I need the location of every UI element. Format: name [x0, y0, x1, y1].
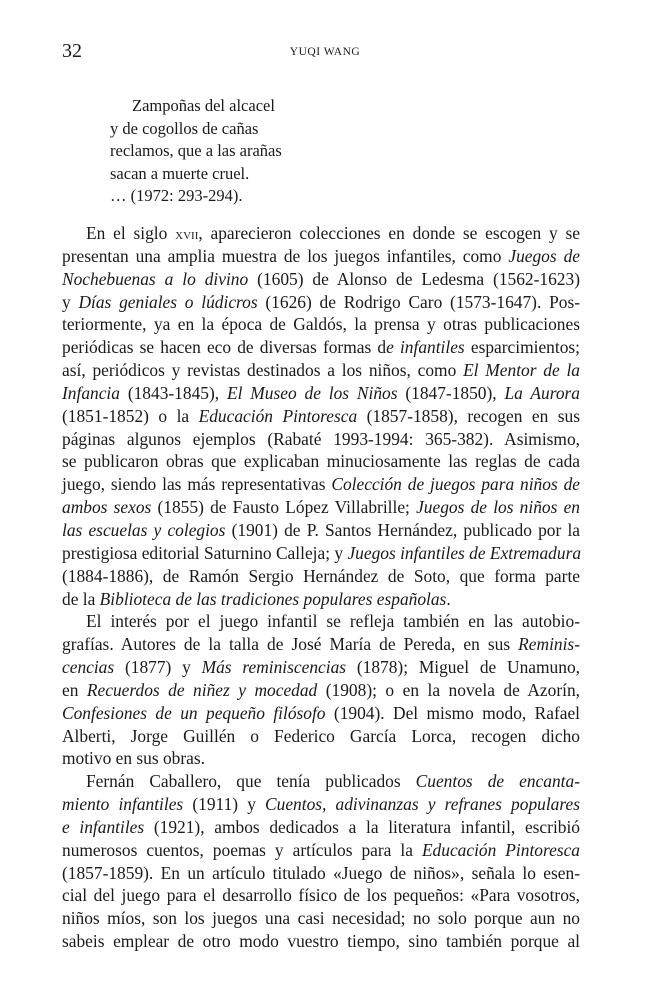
body-line: las escuelas y colegios (1901) de P. Santos Hernández, publicado por la: [62, 519, 580, 540]
body-line: En el siglo xvii, aparecieron colecciones en donde se escogen y se: [86, 223, 581, 243]
body-line: Alberti, Jorge Guillén o Federico García Lorca, recogen dicho: [62, 725, 580, 746]
italic-title: Educación Pintoresca: [198, 405, 358, 426]
body-line: e infantiles (1921), ambos dedicados a la literatura infantil, escribió: [62, 816, 580, 837]
body-line: juego, siendo las más representativas Colección de juegos para niños de: [62, 474, 580, 495]
italic-title: Días geniales o lúdicros: [78, 291, 258, 312]
body-line: Confesiones de un pequeño filósofo (1904). Del mismo modo, Rafael: [62, 702, 581, 723]
body-line: (1884-1886), de Ramón Sergio Hernández de Soto, que forma parte: [62, 565, 580, 586]
body-line: ambos sexos (1855) de Fausto López Villabrille; Juegos de los niños en: [62, 497, 580, 518]
body-line: cial del juego para el desarrollo físico de los pequeños: «Para vosotros,: [62, 885, 580, 906]
italic-title: cencias: [62, 657, 115, 678]
body-line: Fernán Caballero, que tenía publicados Cuentos de encanta-: [86, 771, 580, 792]
italic-title: miento infantiles: [62, 794, 184, 815]
body-line: presentan una amplia muestra de los juegos infantiles, como Juegos de: [62, 245, 580, 266]
italic-title: Juegos de los niños en: [416, 497, 580, 518]
body-line: miento infantiles (1911) y Cuentos, adivinanzas y refranes populares: [62, 794, 580, 815]
verse-line: reclamos, que a las arañas: [110, 141, 282, 160]
verse-line: y de cogollos de cañas: [110, 118, 259, 138]
italic-title: e infantiles: [62, 816, 145, 837]
body-line: (1857-1859). En un artículo titulado «Juego de niños», señala lo esen-: [62, 862, 580, 883]
verse-line: Zampoñas del alcacel: [132, 96, 275, 115]
body-line: en Recuerdos de niñez y mocedad (1908); o en la novela de Azorín,: [62, 679, 580, 700]
body-line: se publicaron obras que explicaban minuciosamente las reglas de cada: [62, 451, 580, 472]
italic-title: Educación Pintoresca: [421, 839, 580, 860]
italic-title: Confesiones de un pequeño filósofo: [62, 702, 326, 723]
italic-title: Cuentos de encanta-: [415, 771, 580, 792]
body-line: sabeis emplear de otro modo vuestro tiempo, sino también porque al: [62, 931, 580, 952]
body-line: (1851-1852) o la Educación Pintoresca (1857-1858), recogen en sus: [62, 405, 581, 426]
italic-title: La Aurora: [504, 382, 581, 403]
italic-title: Juegos de: [508, 245, 580, 266]
italic-title: Nochebuenas a lo divino: [62, 268, 249, 289]
body-line: así, periódicos y revistas destinados a los niños, como El Mentor de la: [62, 360, 580, 381]
running-head: YUQI WANG: [289, 46, 361, 58]
italic-title: El Mentor de la: [463, 360, 580, 381]
verse-citation: … (1972: 293-294).: [110, 186, 243, 205]
body-line: y Días geniales o lúdicros (1626) de Rodrigo Caro (1573-1647). Pos-: [62, 291, 581, 312]
italic-title: Cuentos, adivinanzas y refranes populares: [265, 794, 580, 815]
italic-title: las escuelas y colegios: [62, 519, 226, 540]
body-line: Nochebuenas a lo divino (1605) de Alonso de Ledesma (1562-1623): [62, 268, 580, 289]
italic-title: Más reminiscencias: [201, 657, 347, 678]
body-text: [62, 222, 580, 953]
body-line: periódicas se hacen eco de diversas formas de infantiles esparcimientos;: [62, 337, 580, 358]
body-line: grafías. Autores de la talla de José María de Pereda, en sus Reminis-: [62, 634, 580, 655]
body-line: prestigiosa editorial Saturnino Calleja; y Juegos infantiles de Extremadura: [62, 542, 582, 563]
body-line: cencias (1877) y Más reminiscencias (1878); Miguel de Unamuno,: [62, 657, 580, 678]
italic-title: Colección de juegos para niños de: [331, 474, 580, 495]
italic-title: Infancia: [62, 382, 120, 403]
italic-title: Recuerdos de niñez y mocedad: [86, 679, 318, 700]
body-line: motivo en sus obras.: [62, 748, 205, 769]
verse-line: sacan a muerte cruel.: [110, 163, 250, 183]
body-line: teriormente, ya en la época de Galdós, la prensa y otras publicaciones: [62, 314, 580, 335]
century-numeral: xvii: [175, 227, 199, 243]
page-number: 32: [62, 40, 82, 62]
italic-title: Juegos infantiles de Extremadura: [347, 542, 582, 563]
italic-title: ambos sexos: [62, 497, 152, 518]
body-line: El interés por el juego infantil se refleja también en las autobio-: [86, 611, 580, 632]
body-line: páginas algunos ejemplos (Rabaté 1993-1994: 365-382). Asimismo,: [62, 428, 580, 449]
verse-quotation: [110, 95, 282, 208]
body-line: niños míos, son los juegos una casi necesidad; no solo porque aun no: [62, 908, 580, 929]
italic-title: Reminis-: [518, 634, 580, 655]
italic-title: El Museo de los Niños: [226, 382, 398, 403]
body-line: numerosos cuentos, poemas y artículos para la Educación Pintoresca: [62, 839, 580, 860]
body-line: Infancia (1843-1845), El Museo de los Niños (1847-1850), La Aurora: [62, 382, 581, 403]
italic-title: Biblioteca de las tradiciones populares españolas: [99, 588, 447, 609]
italic-title: e infantiles: [386, 337, 465, 358]
body-line: de la Biblioteca de las tradiciones populares españolas.: [62, 588, 451, 609]
